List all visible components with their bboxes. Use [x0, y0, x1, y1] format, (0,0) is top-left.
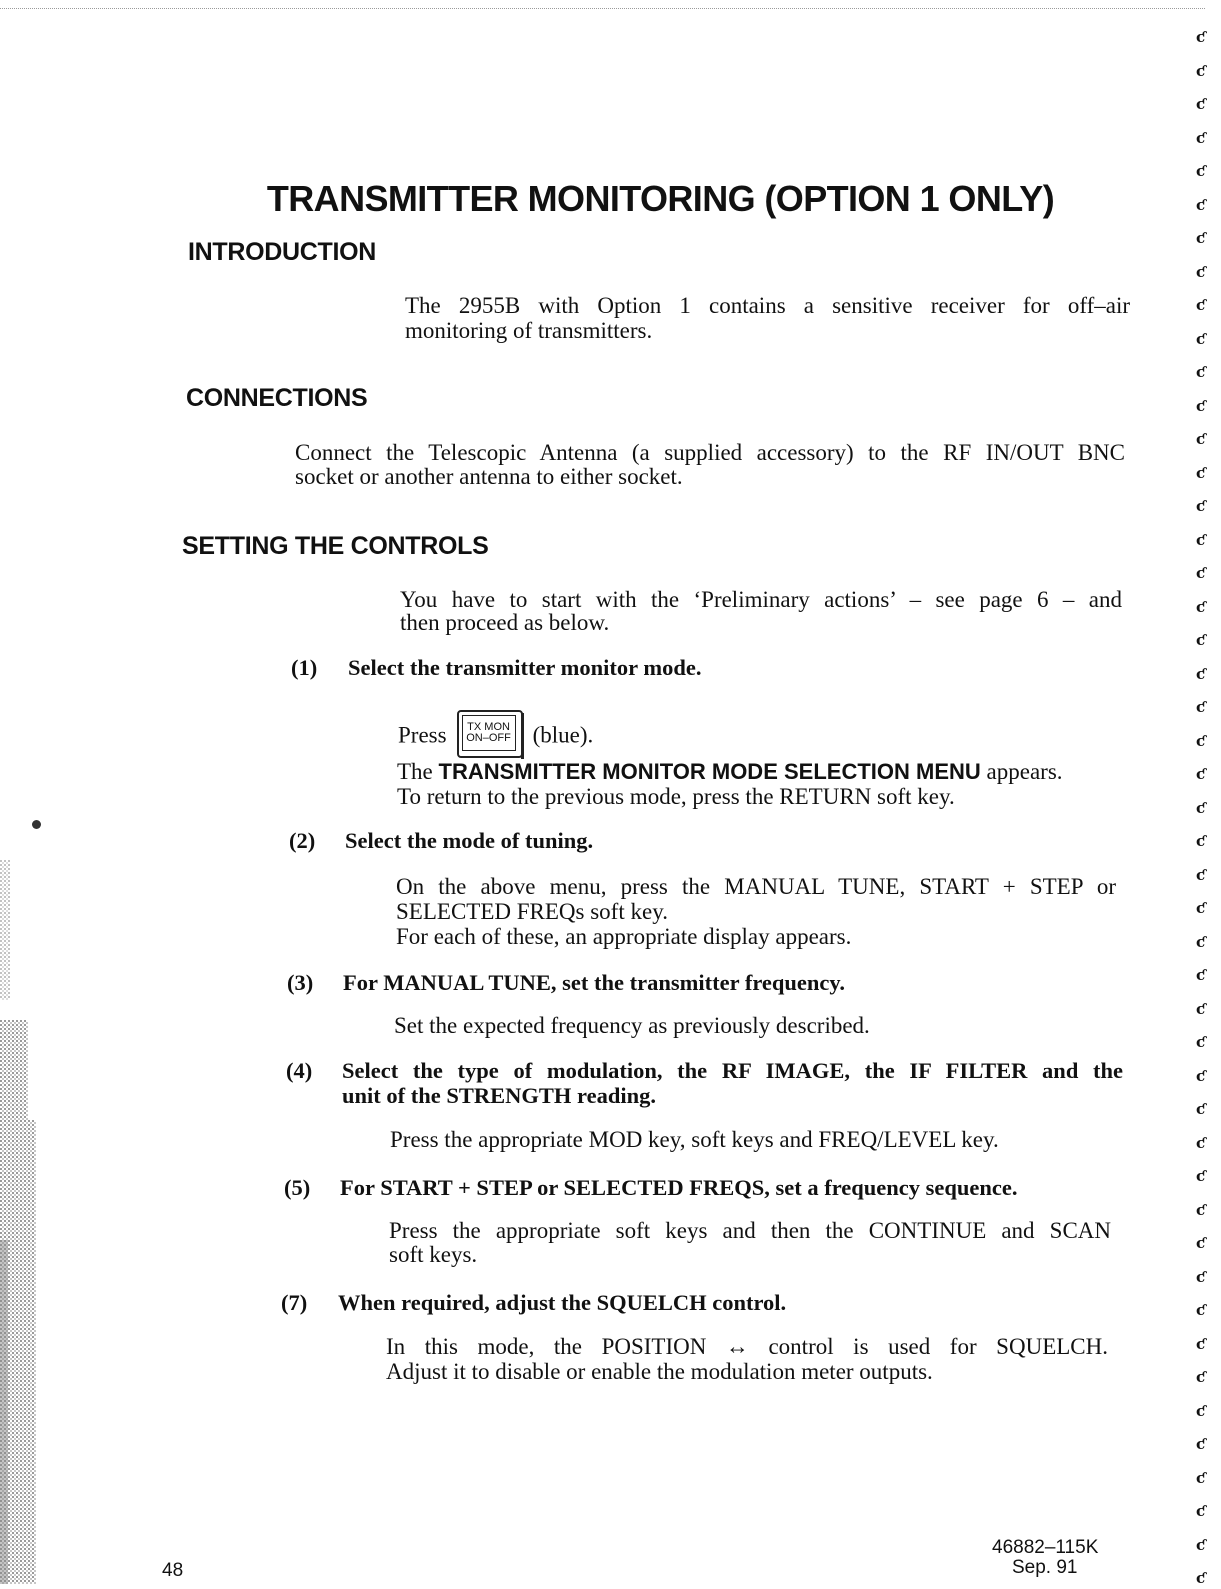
- binding-mark: ƈ: [1196, 933, 1206, 951]
- binding-mark: ƈ: [1196, 196, 1206, 214]
- menu-post: appears.: [986, 759, 1063, 784]
- binding-mark: ƈ: [1196, 1569, 1206, 1584]
- binding-mark: ƈ: [1196, 1201, 1206, 1219]
- heading-setting-the-controls: SETTING THE CONTROLS: [182, 532, 489, 560]
- binding-mark: ƈ: [1196, 28, 1206, 46]
- binding-mark: ƈ: [1196, 1033, 1206, 1051]
- binding-mark: ƈ: [1196, 1234, 1206, 1252]
- binding-mark: ƈ: [1196, 1536, 1206, 1554]
- heading-introduction: INTRODUCTION: [188, 238, 377, 266]
- step-7-title: When required, adjust the SQUELCH control.: [338, 1290, 787, 1315]
- binding-mark: ƈ: [1196, 229, 1206, 247]
- binding-mark: ƈ: [1196, 497, 1206, 515]
- binding-mark: ƈ: [1196, 866, 1206, 884]
- binding-mark: ƈ: [1196, 531, 1206, 549]
- binding-mark: ƈ: [1196, 564, 1206, 582]
- step-7-line-1: In this mode, the POSITION ↔ control is used for SQUELCH.: [386, 1334, 1108, 1359]
- right-edge-binding-marks: [1192, 0, 1221, 1584]
- scan-edge-top: [0, 8, 1205, 9]
- document-date: Sep. 91: [1012, 1557, 1078, 1578]
- step-4-title-line-1: Select the type of modulation, the RF IMAGE, the IF FILTER and the: [342, 1058, 1123, 1083]
- menu-pre: The: [397, 759, 433, 784]
- step-1-return-line: To return to the previous mode, press the RETURN soft key.: [397, 784, 955, 809]
- binding-mark: ƈ: [1196, 1000, 1206, 1018]
- binding-mark: ƈ: [1196, 397, 1206, 415]
- binding-mark: ƈ: [1196, 129, 1206, 147]
- connections-line-1: Connect the Telescopic Antenna (a supplied accessory) to the RF IN/OUT BNC: [295, 440, 1125, 465]
- step-7-line-2: Adjust it to disable or enable the modulation meter outputs.: [386, 1359, 933, 1384]
- step-4-title-line-2: unit of the STRENGTH reading.: [342, 1083, 657, 1108]
- binding-mark: ƈ: [1196, 1167, 1206, 1185]
- binding-mark: ƈ: [1196, 1402, 1206, 1420]
- binding-mark: ƈ: [1196, 1134, 1206, 1152]
- step-5-line-1: Press the appropriate soft keys and then the CONTINUE and SCAN: [389, 1218, 1111, 1243]
- step-3-number: (3): [287, 970, 314, 995]
- binding-mark: ƈ: [1196, 296, 1206, 314]
- page-number: 48: [162, 1560, 184, 1581]
- controls-line-1: You have to start with the ‘Preliminary actions’ – see page 6 – and: [400, 587, 1122, 612]
- binding-mark: ƈ: [1196, 966, 1206, 984]
- step-2-line-3: For each of these, an appropriate display appears.: [396, 924, 852, 949]
- key-label-top: TX MON: [467, 721, 510, 733]
- binding-shadow: [0, 820, 36, 1584]
- binding-mark: ƈ: [1196, 832, 1206, 850]
- press-label: Press: [398, 722, 447, 748]
- step-2-title: Select the mode of tuning.: [345, 828, 594, 853]
- step-2-number: (2): [289, 828, 316, 853]
- step-1-menu-line: [397, 760, 1063, 784]
- step-4-number: (4): [286, 1058, 313, 1083]
- binding-mark: ƈ: [1196, 799, 1206, 817]
- binding-mark: ƈ: [1196, 62, 1206, 80]
- blue-label: (blue).: [532, 722, 594, 748]
- binding-mark: ƈ: [1196, 598, 1206, 616]
- binding-mark: ƈ: [1196, 631, 1206, 649]
- binding-mark: ƈ: [1196, 1435, 1206, 1453]
- binding-mark: ƈ: [1196, 765, 1206, 783]
- step-1-press-line: [398, 716, 593, 758]
- step-2-line-2: SELECTED FREQs soft key.: [396, 899, 668, 924]
- heading-connections: CONNECTIONS: [186, 384, 368, 412]
- menu-name: TRANSMITTER MONITOR MODE SELECTION MENU: [438, 759, 981, 784]
- binding-mark: ƈ: [1196, 263, 1206, 281]
- step-4-line-1: Press the appropriate MOD key, soft keys and FREQ/LEVEL key.: [390, 1127, 999, 1152]
- binding-mark: ƈ: [1196, 698, 1206, 716]
- step-3-line-1: Set the expected frequency as previously described.: [394, 1013, 870, 1038]
- binding-mark: ƈ: [1196, 95, 1206, 113]
- controls-line-2: then proceed as below.: [400, 610, 610, 635]
- binding-mark: ƈ: [1196, 1368, 1206, 1386]
- step-5-number: (5): [284, 1175, 311, 1200]
- step-7-number: (7): [281, 1290, 308, 1315]
- step-5-line-2: soft keys.: [389, 1242, 478, 1267]
- step-5-title: For START + STEP or SELECTED FREQS, set a frequency sequence.: [340, 1175, 1018, 1200]
- binding-mark: ƈ: [1196, 665, 1206, 683]
- binding-mark: ƈ: [1196, 363, 1206, 381]
- binding-mark: ƈ: [1196, 464, 1206, 482]
- binding-mark: ƈ: [1196, 330, 1206, 348]
- step-3-title: For MANUAL TUNE, set the transmitter frequency.: [343, 970, 846, 995]
- binding-mark: ƈ: [1196, 1301, 1206, 1319]
- binding-mark: ƈ: [1196, 1502, 1206, 1520]
- binding-mark: ƈ: [1196, 162, 1206, 180]
- binding-mark: ƈ: [1196, 1469, 1206, 1487]
- binding-mark: ƈ: [1196, 1067, 1206, 1085]
- intro-line-1: The 2955B with Option 1 contains a sensitive receiver for off–air: [405, 293, 1130, 318]
- step-1-title: Select the transmitter monitor mode.: [348, 655, 702, 680]
- binding-mark: ƈ: [1196, 732, 1206, 750]
- document-code: 46882–115K: [992, 1537, 1099, 1558]
- connections-line-2: socket or another antenna to either socket.: [295, 464, 683, 489]
- page-title: TRANSMITTER MONITORING (OPTION 1 ONLY): [266, 178, 1055, 219]
- intro-line-2: monitoring of transmitters.: [405, 318, 653, 343]
- step-1-number: (1): [291, 655, 318, 680]
- binding-mark: ƈ: [1196, 1100, 1206, 1118]
- binding-mark: ƈ: [1196, 1335, 1206, 1353]
- step-2-line-1: On the above menu, press the MANUAL TUNE, START + STEP or: [396, 874, 1116, 899]
- binding-mark: ƈ: [1196, 899, 1206, 917]
- key-label-bottom: ON–OFF: [466, 732, 511, 744]
- binding-mark: ƈ: [1196, 430, 1206, 448]
- binding-mark: ƈ: [1196, 1268, 1206, 1286]
- tx-mon-on-off-key: [457, 710, 523, 758]
